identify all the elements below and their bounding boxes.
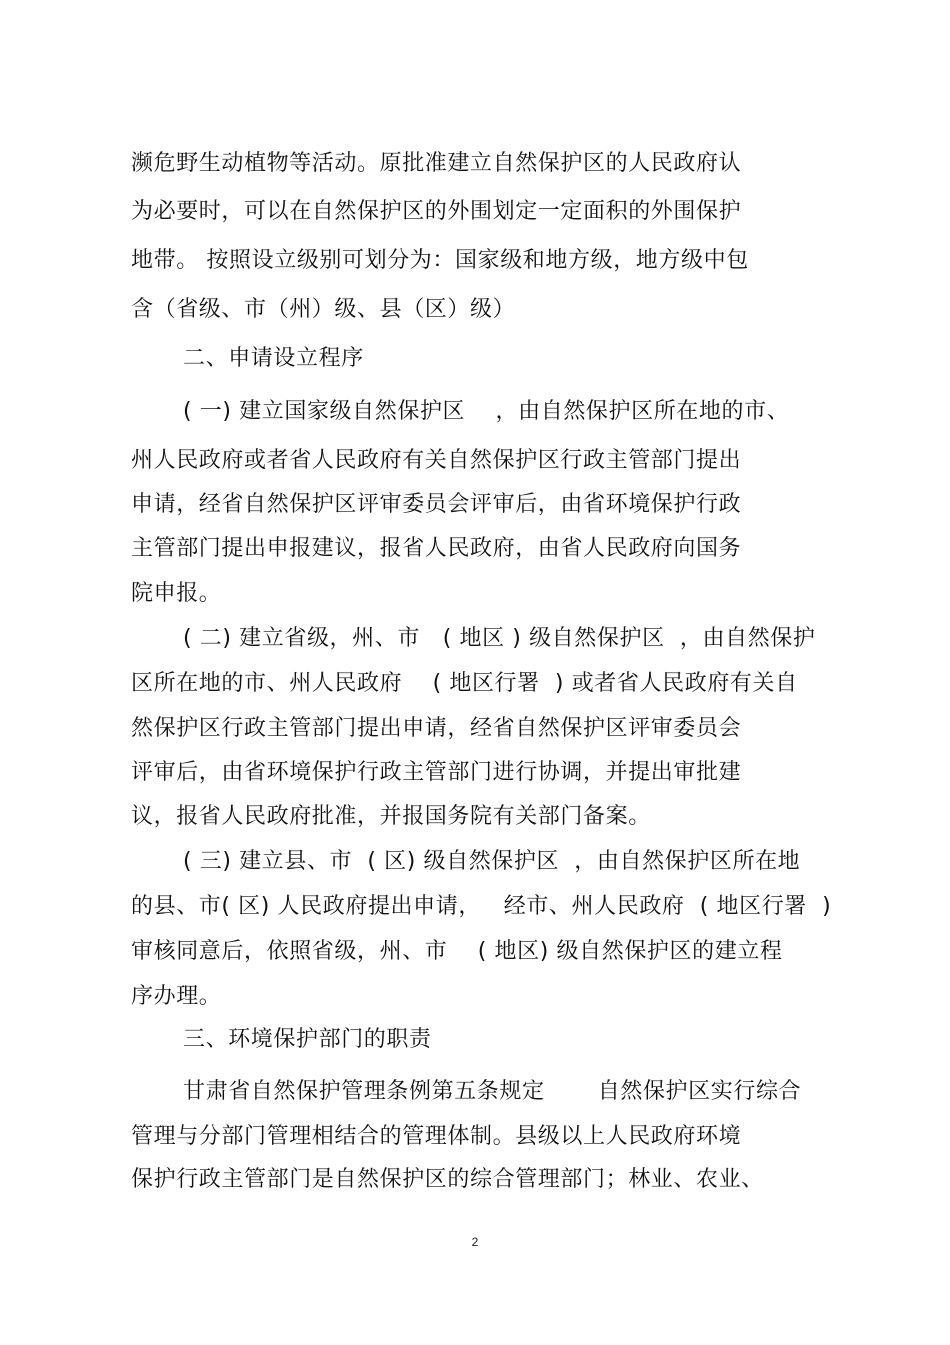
text-line: 管理与分部门管理相结合的管理体制。县级以上人民政府环境 — [131, 1124, 742, 1149]
text-line: 区所在地的市、州人民政府 ( 地区行署 ) 或者省人民政府有关自 — [131, 671, 798, 696]
text-line: ( 一) 建立国家级自然保护区 ，由自然保护区所在地的市、 — [183, 399, 790, 424]
text-line: 的县、市( 区) 人民政府提出申请， 经市、州人民政府 ( 地区行署 ) — [131, 894, 832, 919]
text-line: 为必要时，可以在自然保护区的外围划定一定面积的外围保护 — [131, 199, 742, 224]
text-line: 议，报省人民政府批准，并报国务院有关部门备案。 — [131, 804, 651, 829]
page-number: 2 — [471, 1235, 479, 1249]
text-line: 院申报。 — [131, 581, 222, 606]
section-heading: 三、环境保护部门的职责 — [183, 1027, 432, 1052]
text-line: 保护行政主管部门是自然保护区的综合管理部门；林业、农业、 — [131, 1167, 764, 1192]
text-line: 然保护区行政主管部门提出申请，经省自然保护区评审委员会 — [131, 716, 742, 741]
text-line: 含（省级、市（州）级、县（区）级） — [131, 297, 516, 322]
text-line: 濒危野生动植物等活动。原批准建立自然保护区的人民政府认 — [131, 151, 742, 176]
text-line: 主管部门提出申报建议，报省人民政府，由省人民政府向国务 — [131, 536, 742, 561]
text-line: 审核同意后，依照省级，州、市 ( 地区) 级自然保护区的建立程 — [131, 939, 783, 964]
text-line: 州人民政府或者省人民政府有关自然保护区行政主管部门提出 — [131, 448, 742, 473]
text-line: 甘肃省自然保护管理条例第五条规定 自然保护区实行综合 — [183, 1079, 802, 1104]
text-line: 地带。 按照设立级别可划分为：国家级和地方级，地方级中包 — [131, 248, 749, 273]
text-line: 序办理。 — [131, 984, 222, 1009]
text-line: ( 三) 建立县、市 ( 区) 级自然保护区 ，由自然保护区所在地 — [183, 849, 801, 874]
text-line: ( 二) 建立省级，州、市 ( 地区 ) 级自然保护区 ，由自然保护 — [183, 626, 816, 651]
text-line: 申请，经省自然保护区评审委员会评审后，由省环境保护行政 — [131, 492, 742, 517]
text-line: 评审后，由省环境保护行政主管部门进行协调，并提出审批建 — [131, 760, 742, 785]
section-heading: 二、申请设立程序 — [183, 346, 364, 371]
